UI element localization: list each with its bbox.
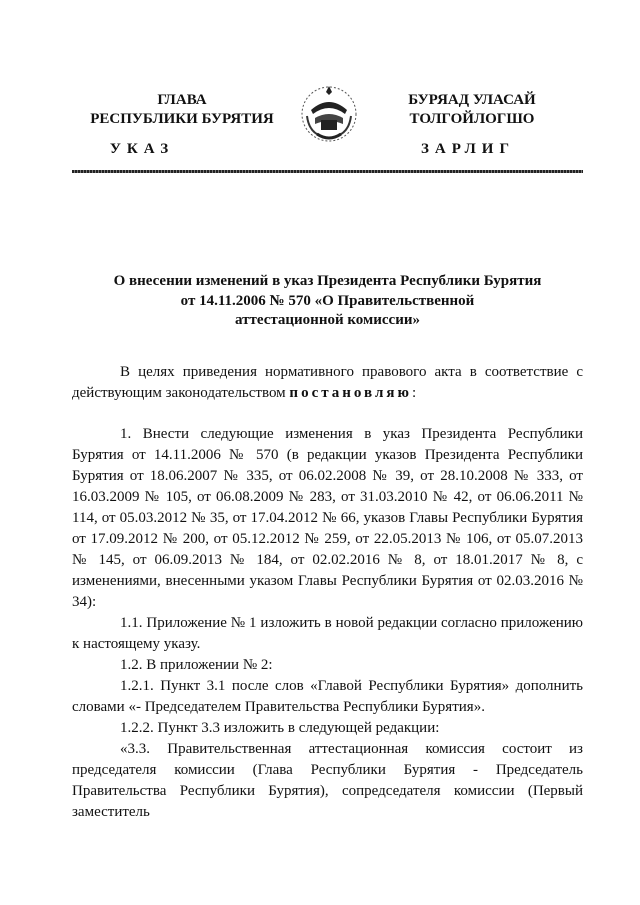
header-divider bbox=[72, 170, 583, 173]
paragraph-1: 1. Внести следующие изменения в указ Президента Республики Бурятия от 14.11.2006 № 570 (в редакции указов Президента Республики Бурятия от 18.06.2007 № 335, от 06.02.2008 № 39, от 28.10.2008 № 333, от 16.03.2009 № 105, от 06.08.2009 № 283, от 31.03.2010 № 42, от 06.06.2011 № 114, от 05.03.2012 № 35, от 17.04.2012 № 66, указов Главы Республики Бурятия от 17.09.2012 № 200, от 05.12.2012 № 259, от 22.05.2013 № 106, от 05.07.2013 № 145, от 06.09.2013 № 184, от 02.02.2016 № 8, от 18.01.2017 № 8, с изменениями, внесенными указом Главы Республики Бурятия от 02.03.2016 № 34): bbox=[72, 426, 583, 610]
issuer-buryat-line2: ТОЛГОЙЛОГШО bbox=[409, 111, 535, 127]
paragraph-1-2-1: 1.2.1. Пункт 3.1 после слов «Главой Республики Бурятия» дополнить словами «- Председателем Правительства Республики Бурятия». bbox=[72, 678, 583, 715]
title-line2: от 14.11.2006 № 570 «О Правительственной bbox=[180, 292, 475, 309]
paragraph-1-2-2: 1.2.2. Пункт 3.3 изложить в следующей редакции: bbox=[120, 720, 440, 736]
document-body bbox=[72, 362, 583, 823]
issuer-russian-line2: РЕСПУБЛИКИ БУРЯТИЯ bbox=[90, 111, 274, 127]
preamble bbox=[72, 362, 583, 404]
issuer-buryat bbox=[372, 91, 572, 129]
title-line1: О внесении изменений в указ Президента Республики Бурятия bbox=[113, 273, 542, 289]
preamble-keyword: постановляю bbox=[289, 385, 412, 401]
paragraph-1-2: 1.2. В приложении № 2: bbox=[120, 657, 273, 673]
issuer-buryat-line1: БУРЯАД УЛАСАЙ bbox=[408, 92, 536, 108]
preamble-end: : bbox=[411, 385, 417, 401]
issuer-russian bbox=[82, 91, 282, 129]
buryatia-coat-of-arms-icon bbox=[297, 80, 361, 146]
document-title bbox=[72, 272, 583, 331]
preamble-text: В целях приведения нормативного правового акта в соответствие с действующим законодательством bbox=[72, 364, 583, 401]
document-kind-russian: УКАЗ bbox=[109, 141, 175, 157]
issuer-russian-line1: ГЛАВА bbox=[157, 92, 207, 108]
paragraph-3-3: «3.3. Правительственная аттестационная комиссия состоит из председателя комиссии (Глава Республики Бурятия - Председатель Правительства Республики Бурятия), сопредседателя комиссии (Первый заместитель bbox=[72, 741, 583, 820]
title-line3: аттестационной комиссии» bbox=[235, 312, 420, 328]
document-kind-buryat: ЗАРЛИГ bbox=[420, 141, 516, 157]
paragraph-1-1: 1.1. Приложение № 1 изложить в новой редакции согласно приложению к настоящему указу. bbox=[72, 615, 583, 652]
